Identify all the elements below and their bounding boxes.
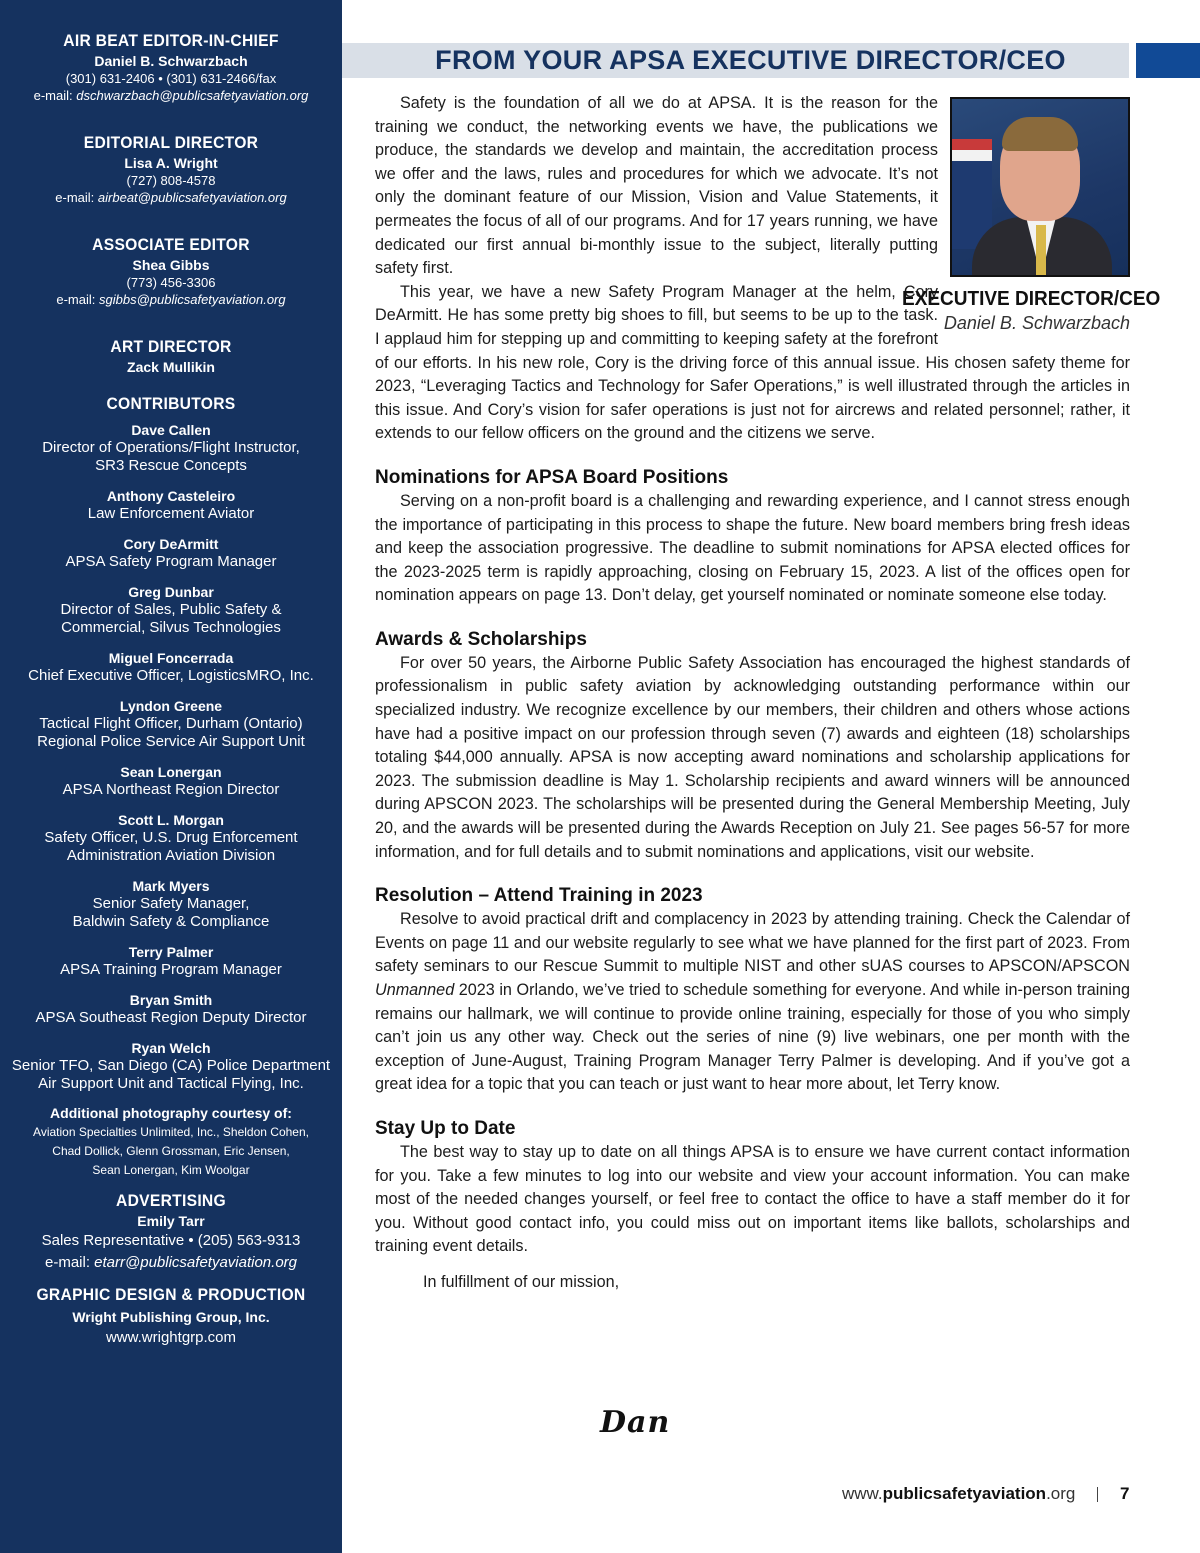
contributor-name: Lyndon Greene xyxy=(119,698,223,714)
closing-line: In fulfillment of our mission, xyxy=(423,1272,620,1291)
url-prefix: www. xyxy=(842,1484,883,1503)
contributor-role: Regional Police Service Air Support Unit xyxy=(37,733,305,750)
phone: (301) 631-2406 • (301) 631-2466/fax xyxy=(65,71,277,86)
section-heading: GRAPHIC DESIGN & PRODUCTION xyxy=(36,1285,306,1304)
contributor-role: APSA Northeast Region Director xyxy=(62,781,280,798)
text-run: Resolve to avoid practical drift and complacency in 2023 by attending training. Check the Calendar of Events on page 11 and our website regularly to see what we have planned for the first part of 2023. From safety seminars to our Rescue Summit to multiple NIST and other sUAS courses to APSCON/APSCON xyxy=(375,910,1130,976)
section-paragraph: For over 50 years, the Airborne Public Safety Association has encouraged the highest standards of professionalism in public safety aviation by acknowledging outstanding performance within our specialized industry. We recognize excellence by our members, their children and others whose actions have had a positive impact on our profession through seven (7) awards and eighteen (18) scholarships totaling $44,000 annually. APSA is now accepting award nominations and scholarship applications for 2023. The submission deadline is May 1. Scholarship recipients and award winners will be announced during APSCON 2023. The scholarships will be presented during the General Membership Meeting, July 20, and the awards will be presented during the Awards Reception on July 21. See pages 56-57 for more information, and for full details and to submit nominations and applications, visit our website. xyxy=(375,653,1130,861)
contributor-name: Terry Palmer xyxy=(128,944,214,960)
photography-line: Aviation Specialties Unlimited, Inc., Sheldon Cohen, xyxy=(33,1125,309,1139)
contributor-name: Sean Lonergan xyxy=(120,764,222,780)
person-name: Daniel B. Schwarzbach xyxy=(94,53,248,69)
role: Sales Representative • (205) 563-9313 xyxy=(41,1232,301,1249)
contributors-list xyxy=(0,421,342,1093)
advertising-section xyxy=(0,1190,342,1274)
contributor-role: Tactical Flight Officer, Durham (Ontario) xyxy=(39,715,303,732)
contributor-role: Air Support Unit and Tactical Flying, Inc. xyxy=(38,1075,304,1092)
email-label: e-mail: xyxy=(56,292,99,307)
section-heading-nominations: Nominations for APSA Board Positions xyxy=(375,466,729,488)
author-portrait xyxy=(950,97,1130,277)
email-link[interactable]: sgibbs@publicsafetyaviation.org xyxy=(98,292,286,307)
footer-divider xyxy=(1097,1487,1098,1502)
person-name: Shea Gibbs xyxy=(132,257,210,273)
photography-line: Sean Lonergan, Kim Woolgar xyxy=(92,1163,250,1177)
section-heading: ADVERTISING xyxy=(116,1191,226,1210)
person-name: Zack Mullikin xyxy=(127,359,215,375)
graphic-design-section xyxy=(0,1284,342,1348)
phone: (727) 808-4578 xyxy=(126,173,216,188)
contributors-section xyxy=(0,393,342,1093)
photo-caption-title: EXECUTIVE DIRECTOR/CEO xyxy=(902,288,1161,310)
editorial-director-section xyxy=(0,132,342,206)
contributor-name: Greg Dunbar xyxy=(128,584,214,600)
contributor-role: APSA Southeast Region Deputy Director xyxy=(35,1009,307,1026)
contributor-role: Commercial, Silvus Technologies xyxy=(61,619,281,636)
photography-credit-section xyxy=(0,1103,342,1180)
section-paragraph xyxy=(375,908,1130,1097)
article-body xyxy=(375,92,1161,1295)
section-heading: EDITORIAL DIRECTOR xyxy=(83,133,259,152)
email-link[interactable]: dschwarzbach@publicsafetyaviation.org xyxy=(76,88,309,103)
hair-graphic xyxy=(1002,117,1078,151)
section-heading-awards: Awards & Scholarships xyxy=(375,628,587,650)
section-heading: CONTRIBUTORS xyxy=(106,394,236,413)
contributor-role: Chief Executive Officer, LogisticsMRO, Inc. xyxy=(28,667,314,684)
section-heading: ART DIRECTOR xyxy=(110,337,232,356)
email-label: e-mail: xyxy=(44,1254,95,1271)
section-paragraph: The best way to stay up to date on all things APSA is to ensure we have current contact information for you. Take a few minutes to log into our website and view your account information. You can make most of the needed changes yourself, or feel free to contact the office to have a staff member do it for you. Without good contact info, you could miss out on important items like ballots, scholarships and training event details. xyxy=(375,1142,1130,1256)
email-link[interactable]: etarr@publicsafetyaviation.org xyxy=(94,1254,298,1271)
phone: (773) 456-3306 xyxy=(126,275,216,290)
person-name: Lisa A. Wright xyxy=(124,155,218,171)
section-heading: AIR BEAT EDITOR-IN-CHIEF xyxy=(63,31,279,50)
footer-url[interactable] xyxy=(842,1484,1075,1504)
header-accent-block xyxy=(1136,43,1200,78)
url-domain: publicsafetyaviation xyxy=(882,1484,1047,1503)
company-url[interactable]: www.wrightgrp.com xyxy=(105,1329,237,1346)
page-title: FROM YOUR APSA EXECUTIVE DIRECTOR/CEO xyxy=(435,45,1066,75)
contributor-name: Miguel Foncerrada xyxy=(108,650,234,666)
editor-in-chief-section xyxy=(0,30,342,104)
contributor-name: Mark Myers xyxy=(132,878,210,894)
contributor-name: Dave Callen xyxy=(131,422,211,438)
text-run: 2023 in Orlando, we’ve tried to schedule something for everyone. And while in-person training remains our hallmark, we will continue to provide online training, especially for those of you who simply can’t join us any other way. Check out the series of nine (9) live webinars, one per month with the exception of June-August, Training Program Manager Terry Palmer is developing. And if you’ve got a great idea for a topic that you can teach or just want to hear more about, let Terry know. xyxy=(375,981,1130,1094)
url-suffix: .org xyxy=(1046,1484,1076,1503)
email-label: e-mail: xyxy=(33,88,77,103)
section-heading-training: Resolution – Attend Training in 2023 xyxy=(375,885,703,907)
email-line xyxy=(0,1252,342,1274)
contributor-role: APSA Safety Program Manager xyxy=(65,553,277,570)
email-link[interactable]: airbeat@publicsafetyaviation.org xyxy=(97,190,287,205)
photography-heading: Additional photography courtesy of: xyxy=(50,1105,292,1121)
author-photo-block xyxy=(902,97,1161,333)
contributor-name: Anthony Casteleiro xyxy=(106,488,236,504)
email-line xyxy=(0,87,342,104)
page-number: 7 xyxy=(1120,1484,1130,1503)
person-name: Emily Tarr xyxy=(137,1213,205,1229)
signature: Dan xyxy=(600,1405,671,1440)
section-heading-stay-up-to-date: Stay Up to Date xyxy=(375,1117,516,1139)
contributor-role: Director of Operations/Flight Instructor, xyxy=(42,439,300,456)
intro-paragraph: Safety is the foundation of all we do at APSA. It is the reason for the training we conduct, the networking events we have, the publications we produce, the standards we develop and maintain, the accreditation process we offer and the laws, rules and procedures for which we advocate. It’s not only the dominant feature of our Mission, Vision and Value Statements, it permeates the focus of all of our programs. And for 17 years running, we have dedicated our first annual bi-monthly issue to the subject, literally putting safety first. xyxy=(375,94,938,278)
contributor-role: Administration Aviation Division xyxy=(66,847,276,864)
contributor-role: Senior Safety Manager, xyxy=(92,895,250,912)
photography-line: Chad Dollick, Glenn Grossman, Eric Jensen, xyxy=(52,1144,290,1158)
section-heading: ASSOCIATE EDITOR xyxy=(92,235,250,254)
email-line xyxy=(0,189,342,206)
header-bar xyxy=(342,43,1129,78)
associate-editor-section xyxy=(0,234,342,308)
intro-paragraph: This year, we have a new Safety Program Manager at the helm, Cory DeArmitt. He has some pretty big shoes to fill, but seems to be up to the task. I applaud him for stepping up and committing to keeping safety at the forefront of our efforts. In his new role, Cory is the driving force of this annual issue. His chosen safety theme for 2023, “Leveraging Tactics and Technology for Safer Operations,” is well illustrated through the articles in this issue. And Cory’s vision for safer operations is just not for aircrews and related personnel; rather, it extends to our fellow officers on the ground and the citizens we serve. xyxy=(375,282,1130,443)
contributor-role: APSA Training Program Manager xyxy=(60,961,282,978)
contributor-name: Scott L. Morgan xyxy=(118,812,224,828)
contributor-role: Director of Sales, Public Safety & xyxy=(60,601,282,618)
masthead-sidebar xyxy=(0,0,342,1553)
art-director-section xyxy=(0,336,342,376)
contributor-name: Bryan Smith xyxy=(129,992,213,1008)
contributor-role: Law Enforcement Aviator xyxy=(87,505,255,522)
contributor-role: Senior TFO, San Diego (CA) Police Department xyxy=(11,1057,331,1074)
tie-graphic xyxy=(1036,225,1046,277)
company-name: Wright Publishing Group, Inc. xyxy=(72,1309,270,1325)
contributor-role: Baldwin Safety & Compliance xyxy=(72,913,270,930)
contributor-name: Ryan Welch xyxy=(131,1040,211,1056)
section-paragraph: Serving on a non-profit board is a challenging and rewarding experience, and I cannot stress enough the importance of participating in this process to shape the future. New board members bring fresh ideas and keep the association progressive. The deadline to submit nominations for APSA elected offices for the 2023-2025 term is rapidly approaching, closing on February 15, 2023. A list of the offices open for nomination appears on page 13. Don’t delay, get yourself nominated or nominate someone else today. xyxy=(375,491,1130,605)
contributor-name: Cory DeArmitt xyxy=(123,536,219,552)
email-label: e-mail: xyxy=(55,190,98,205)
email-line xyxy=(0,291,342,308)
photo-caption-name: Daniel B. Schwarzbach xyxy=(943,313,1130,333)
contributor-role: Safety Officer, U.S. Drug Enforcement xyxy=(44,829,298,846)
contributor-role: SR3 Rescue Concepts xyxy=(95,457,247,474)
italic-text-run: Unmanned xyxy=(375,981,455,999)
